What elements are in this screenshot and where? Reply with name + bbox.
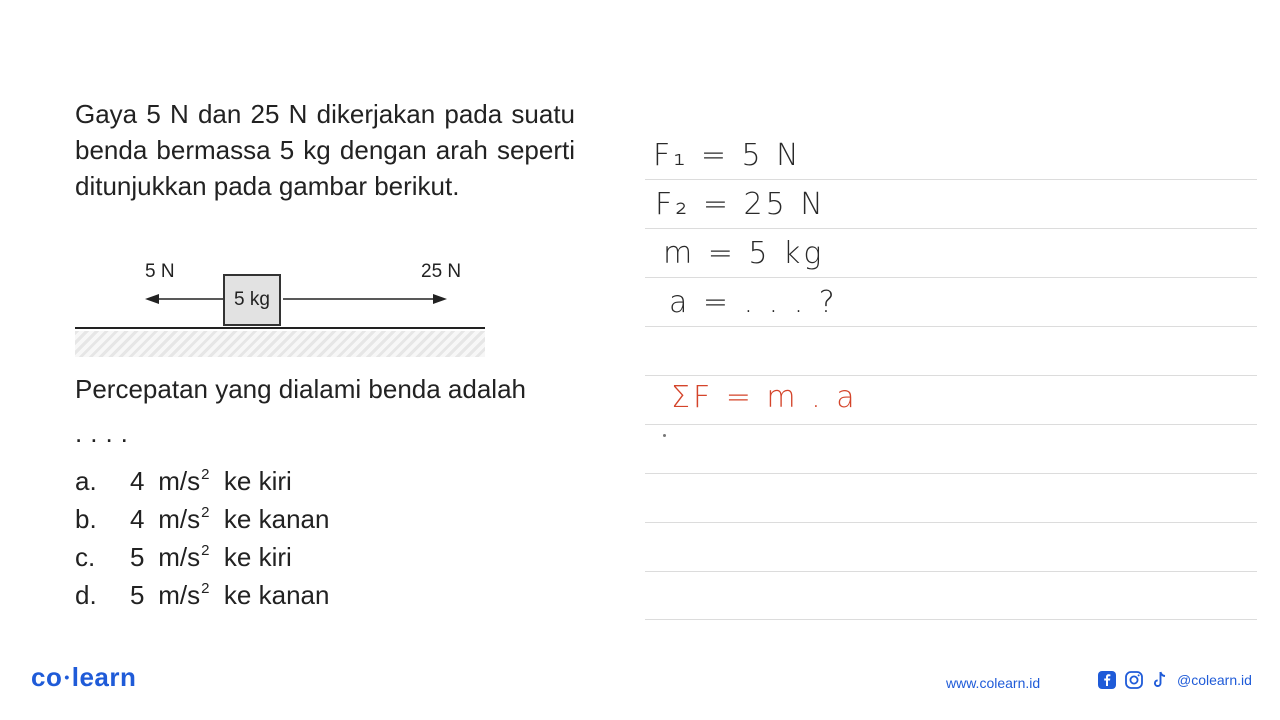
colearn-logo[interactable]: co •learn — [31, 662, 137, 692]
ground-line — [75, 327, 485, 329]
social-handle[interactable]: @colearn.id — [1177, 672, 1252, 688]
question-text: Gaya 5 N dan 25 N dikerjakan pada suatu benda bermassa 5 kg dengan arah seperti ditunjukkan pada gambar berikut. — [75, 99, 575, 201]
option-letter: c. — [75, 542, 96, 572]
website-link[interactable]: www.colearn.id — [946, 675, 1041, 691]
option-unit: m/s — [158, 542, 201, 572]
note-acceleration: a = . . . ? — [669, 285, 838, 320]
note-rule — [645, 571, 1257, 572]
force-diagram — [75, 255, 485, 360]
tiktok-icon[interactable] — [1151, 670, 1169, 690]
option-direction: ke kiri — [223, 542, 292, 572]
note-f2: F₂ = 25 N — [655, 187, 826, 222]
pen-dot — [663, 434, 666, 437]
note-rule — [645, 228, 1257, 229]
question-dots: .... — [75, 418, 136, 448]
note-rule — [645, 326, 1257, 327]
option-direction: ke kanan — [223, 580, 330, 610]
option-b[interactable] — [75, 494, 329, 532]
facebook-icon[interactable] — [1097, 670, 1117, 690]
option-unit: m/s — [158, 466, 201, 496]
logo-part-co: co — [31, 662, 63, 692]
note-rule — [645, 179, 1257, 180]
option-value: 4 — [130, 466, 145, 496]
option-letter: b. — [75, 504, 97, 534]
option-value: 5 — [130, 542, 145, 572]
note-rule — [645, 277, 1257, 278]
option-exponent: 2 — [201, 542, 210, 559]
option-exponent: 2 — [201, 580, 210, 597]
note-rule — [645, 424, 1257, 425]
option-unit: m/s — [158, 580, 201, 610]
option-exponent: 2 — [201, 504, 210, 521]
question-prompt: Percepatan yang dialami benda adalah — [75, 374, 527, 404]
option-value: 4 — [130, 504, 145, 534]
option-exponent: 2 — [201, 466, 210, 483]
option-value: 5 — [130, 580, 145, 610]
social-links — [1097, 670, 1252, 690]
option-direction: ke kanan — [223, 504, 330, 534]
note-f1: F₁ = 5 N — [653, 138, 802, 173]
option-d[interactable] — [75, 570, 329, 608]
note-newton-law: ΣF = m . a — [671, 380, 858, 415]
option-unit: m/s — [158, 504, 201, 534]
logo-part-learn: learn — [71, 662, 137, 692]
note-rule — [645, 619, 1257, 620]
option-c[interactable] — [75, 532, 329, 570]
mass-block — [223, 274, 281, 326]
option-letter: a. — [75, 466, 97, 496]
option-direction: ke kiri — [223, 466, 292, 496]
answer-options — [75, 456, 329, 608]
force-left-label: 5 N — [145, 261, 175, 282]
arrow-right-head — [433, 294, 447, 304]
option-letter: d. — [75, 580, 97, 610]
handwritten-notes — [645, 130, 1257, 630]
arrow-left-head — [145, 294, 159, 304]
force-right-label: 25 N — [421, 261, 462, 282]
note-rule — [645, 522, 1257, 523]
note-rule — [645, 473, 1257, 474]
instagram-icon[interactable] — [1124, 670, 1144, 690]
note-rule — [645, 375, 1257, 376]
ground-surface — [75, 331, 485, 357]
option-a[interactable] — [75, 456, 329, 494]
note-mass: m = 5 kg — [663, 236, 825, 271]
mass-block-label: 5 kg — [234, 289, 270, 310]
